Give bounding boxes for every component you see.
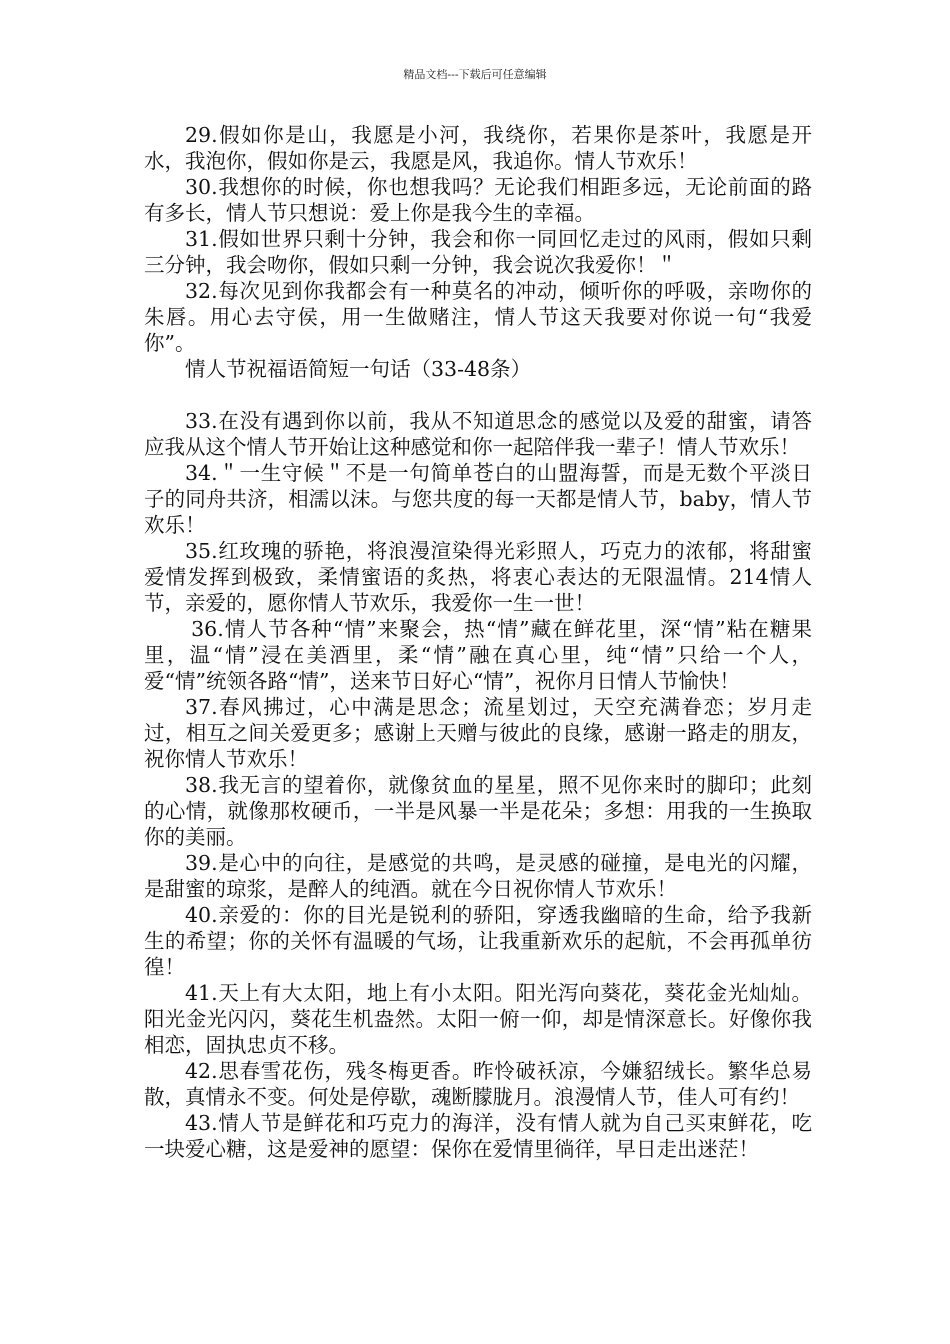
paragraph-34: 34.＂一生守候＂不是一句简单苍白的山盟海誓，而是无数个平淡日子的同舟共济，相濡以沫。与您共度的每一天都是情人节，baby，情人节欢乐！ [144, 461, 812, 537]
paragraph-33: 33.在没有遇到你以前，我从不知道思念的感觉以及爱的甜蜜，请答应我从这个情人节开始让这种感觉和你一起陪伴我一辈子！情人节欢乐！ [144, 409, 812, 459]
paragraph-30: 30.我想你的时候，你也想我吗？无论我们相距多远，无论前面的路有多长，情人节只想说：爱上你是我今生的幸福。 [144, 175, 812, 225]
paragraph-32: 32.每次见到你我都会有一种莫名的冲动，倾听你的呼吸，亲吻你的朱唇。用心去守侯，用一生做赌注，情人节这天我要对你说一句“我爱你”。 [144, 279, 812, 355]
page-header: 精品文档---下载后可任意编辑 [403, 68, 547, 81]
document-body [144, 122, 812, 1162]
paragraph-42: 42.思春雪花伤，残冬梅更香。昨怜破袄凉，今嫌貂绒长。繁华总易散，真情永不变。何处是停歇，魂断朦胧月。浪漫情人节，佳人可有约！ [144, 1059, 812, 1109]
paragraph-38: 38.我无言的望着你，就像贫血的星星，照不见你来时的脚印；此刻的心情，就像那枚硬币，一半是风暴一半是花朵；多想：用我的一生换取你的美丽。 [144, 773, 812, 849]
section-title: 情人节祝福语简短一句话（33-48条） [185, 357, 532, 381]
paragraph-36: 36.情人节各种“情”来聚会，热“情”藏在鲜花里，深“情”粘在糖果里，温“情”浸在美酒里，柔“情”融在真心里，纯“情”只给一个人，爱“情”统领各路“情”，送来节日好心“情”，祝你月日情人节愉快！ [144, 617, 812, 693]
paragraph-39: 39.是心中的向往，是感觉的共鸣，是灵感的碰撞，是电光的闪耀，是甜蜜的琼浆，是醉人的纯酒。就在今日祝你情人节欢乐！ [144, 851, 812, 901]
paragraph-40: 40.亲爱的：你的目光是锐利的骄阳，穿透我幽暗的生命，给予我新生的希望；你的关怀有温暖的气场，让我重新欢乐的起航，不会再孤单彷徨！ [144, 903, 812, 979]
paragraph-37: 37.春风拂过，心中满是思念；流星划过，天空充满眷恋；岁月走过，相互之间关爱更多；感谢上天赠与彼此的良缘，感谢一路走的朋友，祝你情人节欢乐！ [144, 695, 812, 771]
paragraph-43: 43.情人节是鲜花和巧克力的海洋，没有情人就为自己买束鲜花，吃一块爱心糖，这是爱神的愿望：保你在爱情里徜徉，早日走出迷茫！ [144, 1111, 812, 1161]
paragraph-41: 41.天上有大太阳，地上有小太阳。阳光泻向葵花，葵花金光灿灿。阳光金光闪闪，葵花生机盎然。太阳一俯一仰，却是情深意长。好像你我相恋，固执忠贞不移。 [144, 981, 812, 1057]
paragraph-29: 29.假如你是山，我愿是小河，我绕你，若果你是茶叶，我愿是开水，我泡你，假如你是云，我愿是风，我追你。情人节欢乐！ [144, 123, 812, 173]
paragraph-35: 35.红玫瑰的骄艳，将浪漫渲染得光彩照人，巧克力的浓郁，将甜蜜爱情发挥到极致，柔情蜜语的炙热，将衷心表达的无限温情。214情人节，亲爱的，愿你情人节欢乐，我爱你一生一世！ [144, 539, 812, 615]
paragraph-31: 31.假如世界只剩十分钟，我会和你一同回忆走过的风雨，假如只剩三分钟，我会吻你，假如只剩一分钟，我会说次我爱你！＂ [144, 227, 812, 277]
